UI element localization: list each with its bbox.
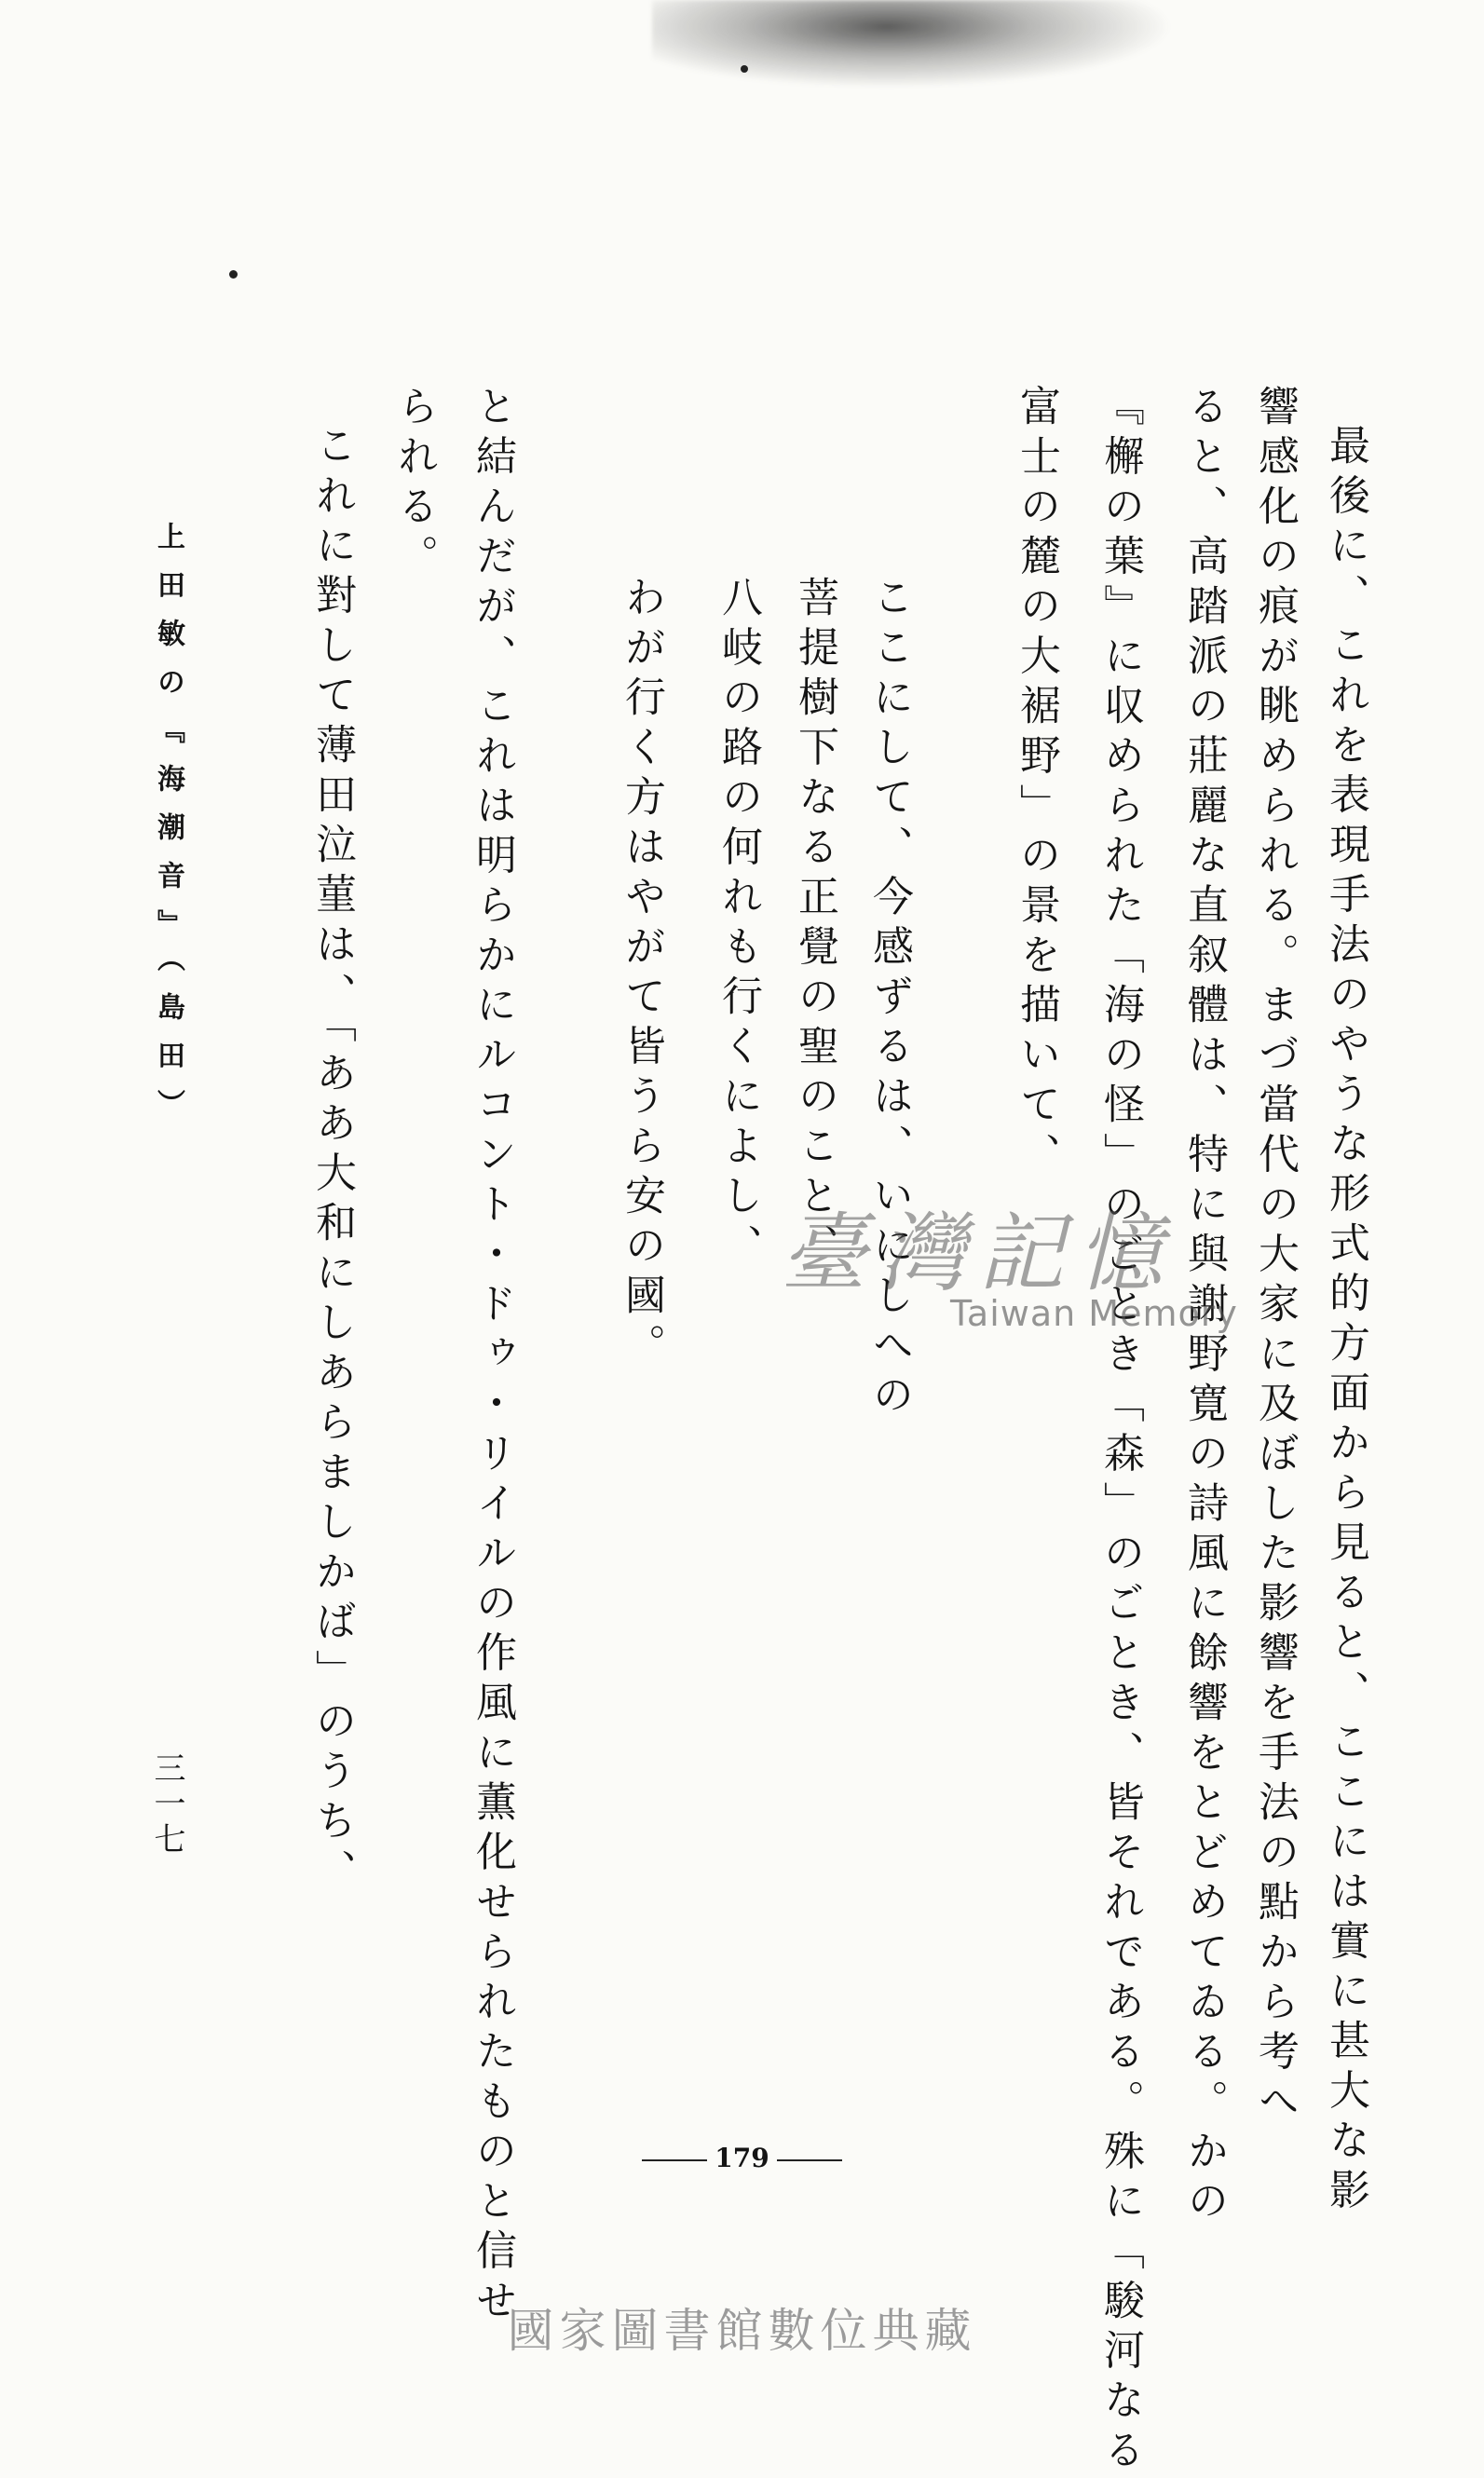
page-number-dash-right xyxy=(777,2159,842,2161)
page-number-dash-left xyxy=(642,2159,707,2161)
watermark-title: 臺灣記憶 xyxy=(780,1204,1176,1303)
scan-smudge xyxy=(652,0,1174,88)
text-column: 『檞の葉』に収められた「海の怪」のごとき「森」のごとき、皆それである。殊に「駿河なる xyxy=(1096,385,1144,2478)
scan-speck xyxy=(741,65,748,73)
poem-line: わが行く方はやがて皆うら安の國。 xyxy=(618,576,665,1373)
text-column: ると、高踏派の莊麗な直叙體は、特に與謝野寛の詩風に餘響をとどめてゐる。かの xyxy=(1180,385,1228,2229)
watermark-subtitle: Taiwan Memory xyxy=(950,1293,1238,1334)
poem-line: 八岐の路の何れも行くによし、 xyxy=(715,576,762,1273)
text-column: これに對して薄田泣菫は、「ああ大和にしあらましかば」のうち、 xyxy=(308,424,356,1899)
footer-brand: 國家圖書館數位典藏 xyxy=(507,2304,977,2358)
watermark xyxy=(717,1204,1239,1334)
page-number xyxy=(0,2143,1484,2173)
text-column: 富士の麓の大裾野」の景を描いて、 xyxy=(1013,385,1060,1182)
running-head: 上田敏の『海潮音』（島田） xyxy=(152,522,184,1137)
poem-line: ここにして、今感ずるは、いにしへの xyxy=(865,576,913,1423)
page-number-value: 179 xyxy=(715,2143,769,2173)
kanji-page-number: 三一七 xyxy=(148,1751,185,1858)
poem-line: 菩提樹下なる正覺の聖のこと、 xyxy=(791,576,838,1273)
text-column: られる。 xyxy=(390,385,438,584)
text-column: 最後に、これを表現手法のやうな形式的方面から見ると、ここには實に甚大な影 xyxy=(1322,424,1369,2218)
text-column: と結んだが、これは明らかにルコント・ドゥ・リイルの作風に薫化せられたものと信せ xyxy=(469,385,516,2329)
scan-speck xyxy=(229,270,238,279)
text-column: 響感化の痕が眺められる。まづ當代の大家に及ぼした影響を手法の點から考へ xyxy=(1251,385,1299,2130)
